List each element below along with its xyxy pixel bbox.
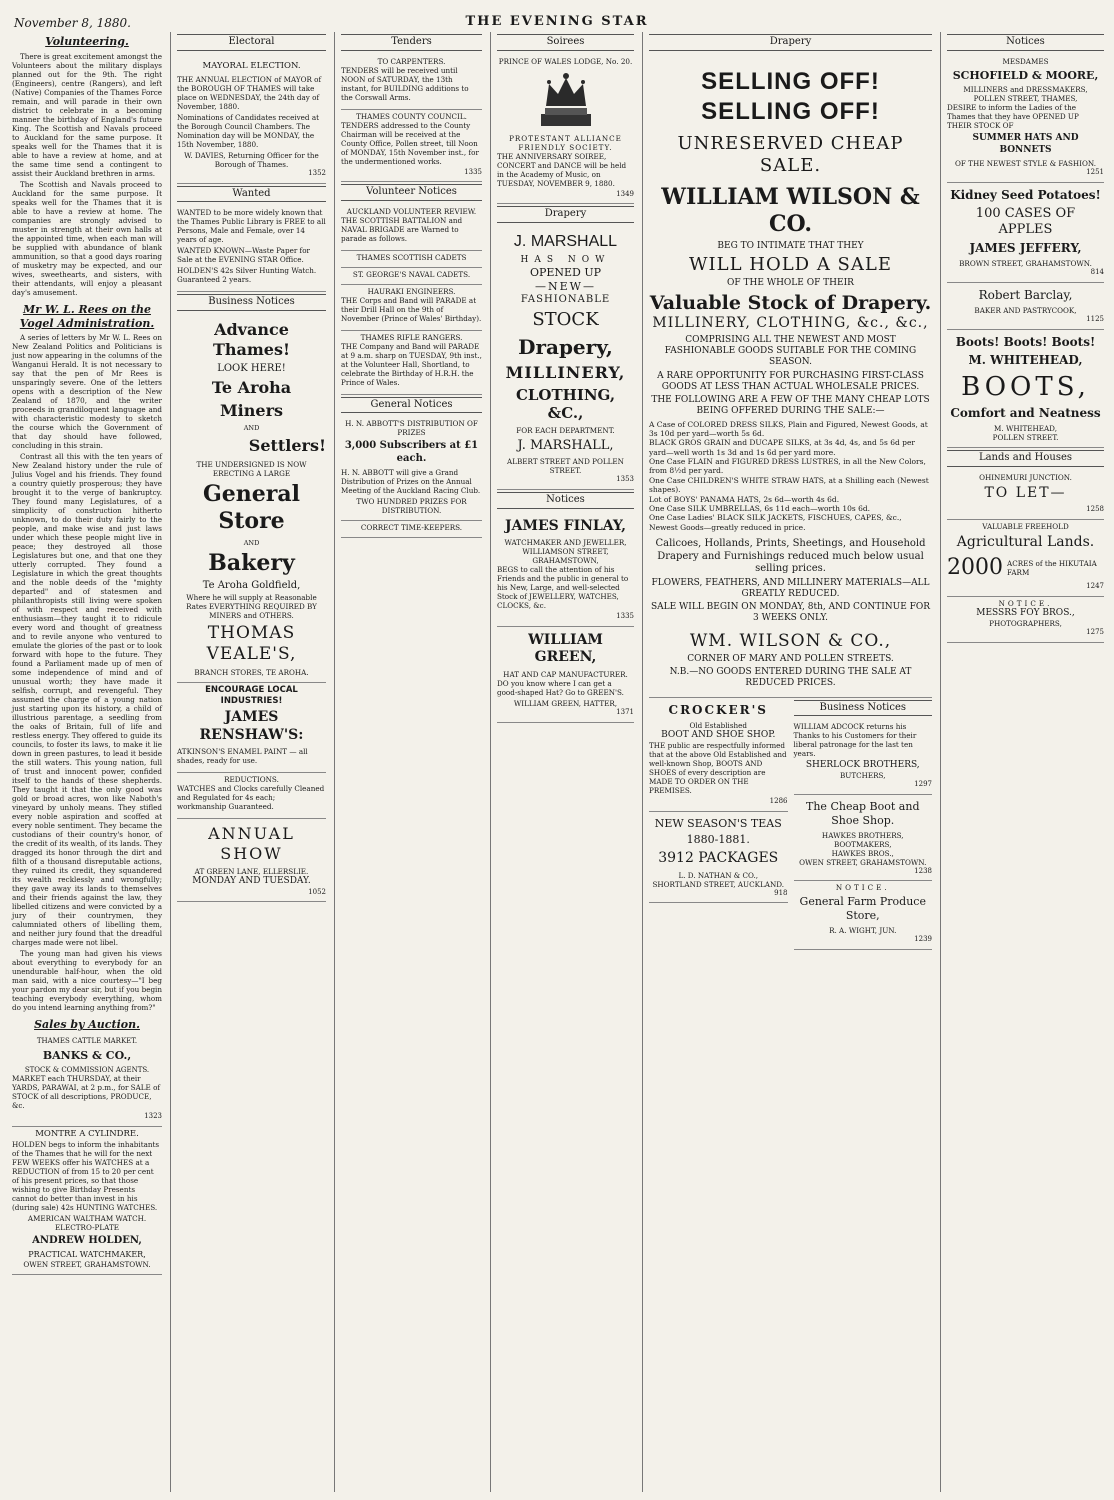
junction-ad: OHINEMURI JUNCTION. TO LET— 1258 <box>947 471 1104 520</box>
cattle-market-ad: THAMES CATTLE MARKET. BANKS & CO., STOCK & COMMISSION AGENTS. MARKET each THURSDAY, at their YARDS, PARAWAI, at 2 p.m., for SALE of STOCK of all descriptions, PRODUCE, &c. 1323 <box>12 1035 162 1127</box>
general-notices-heading: General Notices <box>341 397 482 414</box>
naval-cadets-ad: ST. GEORGE'S NAVAL CADETS. <box>341 268 482 285</box>
rees-article: A series of letters by Mr W. L. Rees on New Zealand Politics and Politicians is just now appearing in the columns of the Wanganui Herald. It is not necessary to say that the pen of Mr Rees is unsparingly severe. One of the letters opens with a description of the New Zealand of 1870, and the writer proceeds in grandiloquent language and with characteristic modesty to sketch the course which the Government of that day should have followed, concluding in this strain. Contrast all this with the ten years of New Zealand history under the rule of Julius Vogel and his friends. They found a country quietly prosperous; they have brought it to the verge of bankruptcy. They found many Legislatures, of a simplicity of construction hitherto unknown, to do their duty fairly to the people, and make wise and just laws under which these people might live in peace; they destroyed all those Legislatures but one, and that one they utterly corrupted. They found a Legislature in which the great thoughts and the noble deeds of the "mighty departed" and of statesmen and philanthropists still living were spoken of with respect and received with enthusiasm—they taught it to ridicule every word and thought of greatness and to revile anyone who ventured to emulate the glories of the past or to look forward with hope to the future. They found a Parliament made up of men of some independence of mind and of unusual worth; they have made it selfish, corrupt, and revengeful. They assumed the charge of a young nation just starting upon its history, a child of illustrious parentage, a seedling from the oaks of Britain, full of life and restless energy. They offered to guide its councils, to foster its laws, to make it lie down in green pastures, to lead it beside the still waters. This young nation, full of trust and innocent power, confided itself to the hands of these shepherds. They taught it that the only good was gold or broad acres, won like Naboth's vineyard by unholy means. They stifled every noble aspiration and scoffed at every noble sentiment. They became the custodians of their country's honor, of the credit of its wealth, of its lands. They dragged its honor through the dirt and filth of a thousand disreputable actions, they ruined its credit, they squandered its wealth recklessly and wrongfully; they gave away its lands to themselves and their friends against the law, they libelled citizens and were convicted by a jury of their countrymen, they calumniated others of libelling them, and neither jury found that the dreadful charges made were not libel. The young man had given his views about everything to everybody for an unendurable half-hour, when the old man said, with a nice courtesy—"I beg your pardon my dear sir, but if you begin teaching everybody everything, whom do you intend learning anything from?" <box>12 333 162 1013</box>
reductions-ad: REDUCTIONS. WATCHES and Clocks carefully Cleaned and Regulated for 4s each; workmanship Guaranteed. <box>177 773 326 819</box>
sale-items-list: A Case of COLORED DRESS SILKS, Plain and Figured, Newest Goods, at 3s 10d per yard—worth 5s 6d. BLACK GROS GRAIN and DUCAPE SILKS, at 3s 4d, 4s, and 5s 6d per yard—well worth 1s 3d and 1s 6d per yard more. One Case FLAIN and FIGURED DRESS LUSTRES, in all the New Colors, from 8½d per yard. One Case CHILDREN'S WHITE STRAW HATS, at a Shilling each (Newest shapes). Lot of BOYS' PANAMA HATS, 2s 6d—worth 4s 6d. One Case SILK UMBRELLAS, 6s 11d each—worth 10s 6d. One Case Ladies' BLACK SILK JACKETS, FISCHUES, CAPES, &c., Newest Goods—greatly reduced in price. <box>649 419 929 532</box>
foy-ad: NOTICE. MESSRS FOY BROS., PHOTOGRAPHERS, 1275 <box>947 597 1104 643</box>
sales-by-auction-heading: Sales by Auction. <box>34 1018 140 1032</box>
masthead <box>0 0 1114 30</box>
tenders-heading: Tenders <box>341 34 482 51</box>
time-keepers-ad: CORRECT TIME-KEEPERS. <box>341 521 482 538</box>
business-notices-heading: Business Notices <box>177 294 326 311</box>
kidney-potatoes-ad: Kidney Seed Potatoes! 100 CASES OF APPLES JAMES JEFFERY, BROWN STREET, GRAHAMSTOWN. 814 <box>947 183 1104 283</box>
review-ad: AUCKLAND VOLUNTEER REVIEW. THE SCOTTISH BATTALION and NAVAL BRIGADE are Warned to parade as follows. <box>341 205 482 251</box>
column-4 <box>490 32 640 1492</box>
notices-heading-right: Notices <box>947 34 1104 51</box>
encourage-ad: ENCOURAGE LOCAL INDUSTRIES! JAMES RENSHAW'S: ATKINSON'S ENAMEL PAINT — all shades, ready for use. <box>177 683 326 773</box>
hawkes-ad: The Cheap Boot and Shoe Shop. HAWKES BROTHERS, BOOTMAKERS, HAWKES BROS., OWEN STREET, GRAHAMSTOWN. 1238 <box>794 795 933 881</box>
lower-col5-right <box>794 698 933 950</box>
business-notices-heading-right: Business Notices <box>794 700 933 717</box>
paper-title: THE EVENING STAR <box>465 14 649 29</box>
carpenters-ad: TO CARPENTERS. TENDERS will be received until NOON of SATURDAY, the 13th instant, for BUILDING additions to the Corswall Arms. <box>341 55 482 110</box>
advance-thames-ad: Advance Thames! LOOK HERE! Te Aroha Miners AND Settlers! THE UNDERSIGNED IS NOW ERECTING A LARGE General Store AND Bakery Te Aroha Goldfield, Where he will supply at Reasonable Rates EVERYTHING REQUIRED BY MINERS and OTHERS. THOMAS VEALE'S, BRANCH STORES, TE AROHA. <box>177 315 326 683</box>
schofield-ad: MESDAMES SCHOFIELD & MOORE, MILLINERS and DRESSMAKERS, POLLEN STREET, THAMES, DESIRE to inform the Ladies of the Thames that they have OPENED UP THEIR STOCK OF SUMMER HATS AND BONNETS OF THE NEWEST STYLE & FASHION. 1251 <box>947 55 1104 183</box>
volunteering-title: Volunteering. <box>45 35 129 48</box>
mayoral-election-ad: MAYORAL ELECTION. THE ANNUAL ELECTION of MAYOR of the BOROUGH OF THAMES will take place on WEDNESDAY, the 24th day of November, 1880. Nominations of Candidates received at the Borough Council Chambers. The Nomination day will be MONDAY, the 15th November, 1880. W. DAVIES, Returning Officer for the Borough of Thames. 1352 <box>177 55 326 184</box>
marshall-ad: J. MARSHALL HAS NOW OPENED UP —NEW— FASHIONABLE STOCK Drapery, MILLINERY, CLOTHING, &C., FOR EACH DEPARTMENT. J. MARSHALL, ALBERT STREET AND POLLEN STREET. 1353 <box>497 227 634 490</box>
lands-heading: Lands and Houses <box>947 450 1104 467</box>
column-2 <box>170 32 332 1492</box>
abbott-ad: H. N. ABBOTT'S DISTRIBUTION OF PRIZES 3,000 Subscribers at £1 each. H. N. ABBOTT will give a Grand Distribution of Prizes on the Annual Meeting of the Auckland Racing Club. TWO HUNDRED PRIZES FOR DISTRIBUTION. <box>341 417 482 521</box>
green-ad: WILLIAM GREEN, HAT AND CAP MANUFACTURER. DO you know where I can get a good-shaped Hat? Go to GREEN'S. WILLIAM GREEN, HATTER, 1371 <box>497 627 634 723</box>
rees-title: Mr W. L. Rees on the Vogel Administration. <box>19 302 155 330</box>
wanted-ad: WANTED to be more widely known that the Thames Public Library is FREE to all Persons, Male and Female, over 14 years of age. WANTED KNOWN—Waste Paper for Sale at the EVENING STAR Office. HOLDEN'S 42s Silver Hunting Watch. Guaranteed 2 years. <box>177 206 326 292</box>
notices-heading-left: Notices <box>497 492 634 509</box>
column-1 <box>6 32 168 1492</box>
volunteer-notices-heading: Volunteer Notices <box>341 184 482 201</box>
issue-date: November 8, 1880. <box>14 16 131 30</box>
scottish-cadets-ad: THAMES SCOTTISH CADETS <box>341 251 482 268</box>
hauraki-ad: HAURAKI ENGINEERS. THE Corps and Band will PARADE at their Drill Hall on the 9th of November (Prince of Wales' Birthday). <box>341 285 482 331</box>
crown-bible-icon <box>531 68 601 132</box>
drapery-heading-left: Drapery <box>497 206 634 223</box>
soirees-heading: Soirees <box>497 34 634 51</box>
column-6 <box>940 32 1110 1492</box>
rifle-rangers-ad: THAMES RIFLE RANGERS. THE Company and Band will PARADE at 9 a.m. sharp on TUESDAY, 9th inst., at the Volunteer Hall, Shortland, to celebrate the Birthday of H.R.H. the Prince of Wales. <box>341 331 482 395</box>
wanted-heading: Wanted <box>177 186 326 203</box>
wilson-sale-ad: SELLING OFF! SELLING OFF! UNRESERVED CHEAP SALE. WILLIAM WILSON & CO. BEG TO INTIMATE THAT THEY WILL HOLD A SALE OF THE WHOLE OF THEIR Valuable Stock of Drapery. MILLINERY, CLOTHING, &c., &c., COMPRISING ALL THE NEWEST AND MOST FASHIONABLE GOODS SUITABLE FOR THE COMING SEASON. A RARE OPPORTUNITY FOR PURCHASING FIRST-CLASS GOODS AT LESS THAN ACTUAL WHOLESALE PRICES. THE FOLLOWING ARE A FEW OF THE MANY CHEAP LOTS BEING OFFERED DURING THE SALE:— A Case of COLORED DRESS SILKS, Plain and Figured, Newest Goods, at 3s 10d per yard—worth 5s 6d. BLACK GROS GRAIN and DUCAPE SILKS, at 3s 4d, 4s, and 5s 6d per yard—well worth 1s 3d and 1s 6d per yard more. One Case FLAIN and FIGURED DRESS LUSTRES, in all the New Colors, from 8½d per yard. One Case CHILDREN'S WHITE STRAW HATS, at a Shilling each (Newest shapes). Lot of BOYS' PANAMA HATS, 2s 6d—worth 4s 6d. One Case SILK UMBRELLAS, 6s 11d each—worth 10s 6d. One Case Ladies' BLACK SILK JACKETS, FISCHUES, CAPES, &c., Newest Goods—greatly reduced in price. Calicoes, Hollands, Prints, Sheetings, and Household Drapery and Furnishings reduced much below usual selling prices. FLOWERS, FEATHERS, AND MILLINERY MATERIALS—ALL GREATLY REDUCED. SALE WILL BEGIN ON MONDAY, 8th, AND CONTINUE FOR 3 WEEKS ONLY. WM. WILSON & CO., CORNER OF MARY AND POLLEN STREETS. N.B.—NO GOODS ENTERED DURING THE SALE AT REDUCED PRICES. <box>649 55 932 698</box>
finlay-ad: JAMES FINLAY, WATCHMAKER AND JEWELLER, WILLIAMSON STREET, GRAHAMSTOWN, BEGS to call the attention of his Friends and the public in general to his New, Large, and well-selected Stock of JEWELLERY, WATCHES, CLOCKS, &c. 1335 <box>497 513 634 627</box>
lower-col5 <box>649 698 932 950</box>
column-3 <box>334 32 488 1492</box>
electoral-heading: Electoral <box>177 34 326 51</box>
barclay-ad: Robert Barclay, BAKER AND PASTRYCOOK, 1125 <box>947 283 1104 330</box>
crocker-ad: CROCKER'S Old Established BOOT AND SHOE SHOP. THE public are respectfully informed that at the above Old Established and well-known Shop, BOOTS AND SHOES of every description are MADE TO ORDER ON THE PREMISES. 1286 <box>649 698 788 812</box>
column-5 <box>642 32 938 1492</box>
farm-produce-ad: NOTICE. General Farm Produce Store, R. A. WIGHT, JUN. 1239 <box>794 881 933 949</box>
drapery-heading-main: Drapery <box>649 34 932 51</box>
alliance-ad: PRINCE OF WALES LODGE, No. 20. PROTESTANT ALLIANCE FRIENDLY SOCIETY. THE ANNIVERSARY SOIREE, CONCERT and DANCE will be held in the Academy of Music, on TUESDAY, NOVEMBER 9, 1880. 1349 <box>497 55 634 205</box>
sherlock-ad: WILLIAM ADCOCK returns his Thanks to his Customers for their liberal patronage for the last ten years. SHERLOCK BROTHERS, BUTCHERS, 1297 <box>794 720 933 795</box>
agricultural-show-ad: ANNUAL SHOW AT GREEN LANE, ELLERSLIE. MONDAY AND TUESDAY. 1052 <box>177 819 326 902</box>
teas-ad: NEW SEASON'S TEAS 1880-1881. 3912 PACKAGES L. D. NATHAN & CO., SHORTLAND STREET, AUCKLAND. 918 <box>649 812 788 904</box>
whitehead-ad: Boots! Boots! Boots! M. WHITEHEAD, BOOTS, Comfort and Neatness M. WHITEHEAD, POLLEN STREET. <box>947 330 1104 449</box>
freehold-ad: VALUABLE FREEHOLD Agricultural Lands. 2000 ACRES of the HIKUTAIA FARM 1247 <box>947 520 1104 597</box>
county-council-ad: THAMES COUNTY COUNCIL. TENDERS addressed to the County Chairman will be received at the County Office, Pollen street, till Noon of MONDAY, 15th November inst., for the undermentioned works. 1335 <box>341 110 482 183</box>
montre-ad: MONTRE A CYLINDRE. HOLDEN begs to inform the inhabitants of the Thames that he will for the next FEW WEEKS offer his WATCHES at a REDUCTION of from 15 to 20 per cent of his present prices, so that those wishing to give Birthday Presents cannot do better than invest in his (during sale) 42s HUNTING WATCHES. AMERICAN WALTHAM WATCH. ELECTRO-PLATE ANDREW HOLDEN, PRACTICAL WATCHMAKER, OWEN STREET, GRAHAMSTOWN. <box>12 1127 162 1275</box>
selling-off-heading: SELLING OFF! SELLING OFF! <box>701 67 880 125</box>
lower-col5-left <box>649 698 788 950</box>
volunteering-article: There is great excitement amongst the Volunteers about the military displays planned out for the 9th. The right (Engineers), centre (Rangers), and left (Native) Companies of the Thames Force remain, and will parade in their own district to celebrate in a becoming manner the birthday of England's future King. The Scottish and Navals proceed to Auckland for the same purpose. It speaks well for the Thames that it is able to have a review at home, and at the same time send a contingent to assist their Auckland brethren in arms. The Scottish and Navals proceed to Auckland for the same purpose. It speaks well for the Thames that it is able to have a review at home. The companies are strongly advised to muster in strength at their own halls at the appointed time, when each man will be supplied with abundance of blank ammunition, so that a good days roaring of musketry may be expected, and our wives, sweethearts, and sisters, with their attendants, will enjoy a pleasant day's amusement. <box>12 51 162 297</box>
